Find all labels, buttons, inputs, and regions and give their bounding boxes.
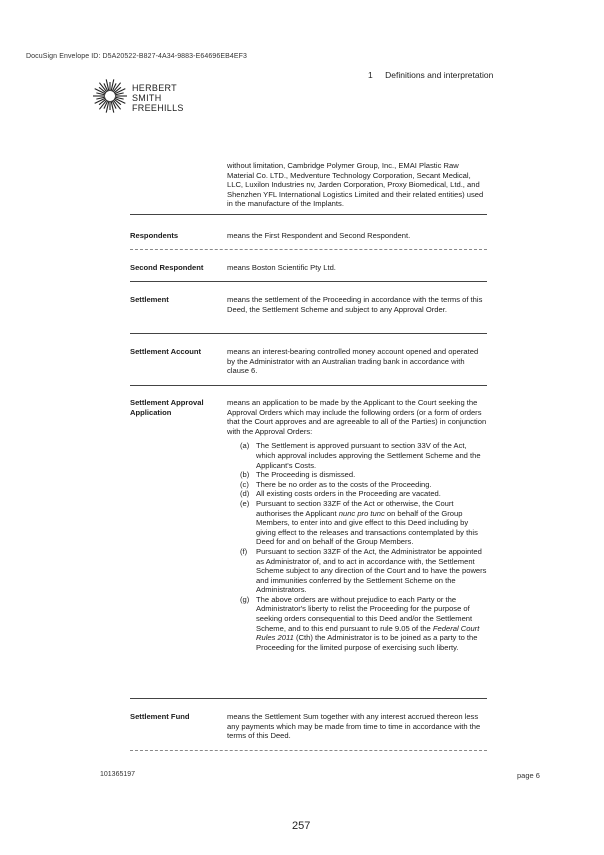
definition-row — [130, 712, 487, 741]
list-item: (g) The above orders are without prejudice to each Party or the Administrator's liberty to relist the Proceeding for the purpose of seeking orders consequential to this Deed and/or the Settlement Scheme, and to this end pursuant to rule 9.05 of the Federal Court Rules 2011 (Cth) the Administrator is to be joined as a party to the Proceeding for the limited purpose of exercising such liberty. — [240, 594, 480, 652]
list-item: (f) Pursuant to section 33ZF of the Act, the Administrator be appointed as Administrator of, and to act in accordance with, the Settlement Scheme subject to any direction of the Court and to have the powers and immunities conferred by the Settlement Scheme on the Administrators. — [240, 546, 487, 595]
definition-row — [130, 398, 487, 652]
definition-text: means the settlement of the Proceeding in accordance with the terms of this Deed, the Settlement Scheme and subject to any Approval Order. — [227, 295, 483, 314]
section-number: 1 — [368, 70, 373, 80]
starburst-logo-icon — [92, 78, 128, 114]
section-header — [368, 70, 493, 80]
company-logo — [92, 78, 232, 128]
definition-text: means the Settlement Sum together with any interest accrued thereon less any payments which may be made from time to time in accordance with the terms of this Deed. — [227, 712, 481, 741]
definition-term: Second Respondent — [130, 263, 204, 272]
logo-line-1: HERBERT — [132, 83, 177, 93]
logo-line-3: FREEHILLS — [132, 103, 184, 113]
page-label: page 6 — [517, 771, 540, 780]
definition-row — [130, 347, 487, 376]
definition-text: means an interest-bearing controlled money account opened and operated by the Administrator with an Australian trading bank in accordance with clause 6. — [227, 347, 479, 376]
divider — [130, 385, 487, 386]
definition-row — [130, 263, 487, 273]
divider — [130, 281, 487, 282]
definition-term: Settlement — [130, 295, 169, 304]
approval-orders-list — [227, 441, 487, 652]
divider — [130, 214, 487, 215]
definition-text: means Boston Scientific Pty Ltd. — [227, 263, 336, 272]
continuation-text: without limitation, Cambridge Polymer Group, Inc., EMAI Plastic Raw Material Co. LTD., Medventure Technology Corporation, Secant Medical, LLC, Luxilon Industries nv, Jarden Corporation, Proxy Biomedical, Ltd., and Shenzhen YFL International Logistics Limited and their related entities) used in the manufacture of the Implants. — [227, 161, 484, 209]
list-item: (d) All existing costs orders in the Proceeding are vacated. — [240, 489, 441, 499]
definition-term: Settlement Account — [130, 347, 202, 356]
definition-body — [227, 398, 487, 652]
definition-row — [130, 295, 487, 314]
divider — [130, 750, 487, 751]
divider — [130, 333, 487, 334]
divider — [130, 249, 487, 250]
definition-term: Respondents — [130, 231, 179, 240]
page-number: 257 — [292, 820, 311, 832]
list-item: (e) Pursuant to section 33ZF of the Act or otherwise, the Court authorises the Applicant nunc pro tunc on behalf of the Group Members, to enter into and give effect to this Deed including by giving effect to the releases and transactions contemplated by this Deed for and on behalf of the Group Members. — [240, 498, 478, 547]
divider — [130, 698, 487, 699]
section-title: Definitions and interpretation — [385, 70, 494, 80]
definition-text: means the First Respondent and Second Respondent. — [227, 231, 411, 240]
list-item: (a) The Settlement is approved pursuant to section 33V of the Act, which approval includes approving the Settlement Scheme and the Applicant's Costs. — [240, 441, 481, 470]
envelope-id: DocuSign Envelope ID: D5A20522-B827-4A34-9883-E64696EB4EF3 — [26, 53, 247, 60]
definition-term: Settlement Approval Application — [130, 398, 204, 417]
list-item: (c) There be no order as to the costs of the Proceeding. — [240, 479, 432, 489]
list-item: (b) The Proceeding is dismissed. — [240, 470, 356, 480]
definition-row — [130, 231, 487, 241]
logo-wordmark — [132, 83, 184, 113]
definition-term: Settlement Fund — [130, 712, 190, 721]
document-reference: 101365197 — [100, 771, 136, 778]
logo-line-2: SMITH — [132, 93, 162, 103]
definition-text: means an application to be made by the Applicant to the Court seeking the Approval Orders which may include the following orders (or a form of orders that the Court approves and are agreeable to all of the Parties) in conjunction with the Approval Orders: — [227, 398, 487, 436]
